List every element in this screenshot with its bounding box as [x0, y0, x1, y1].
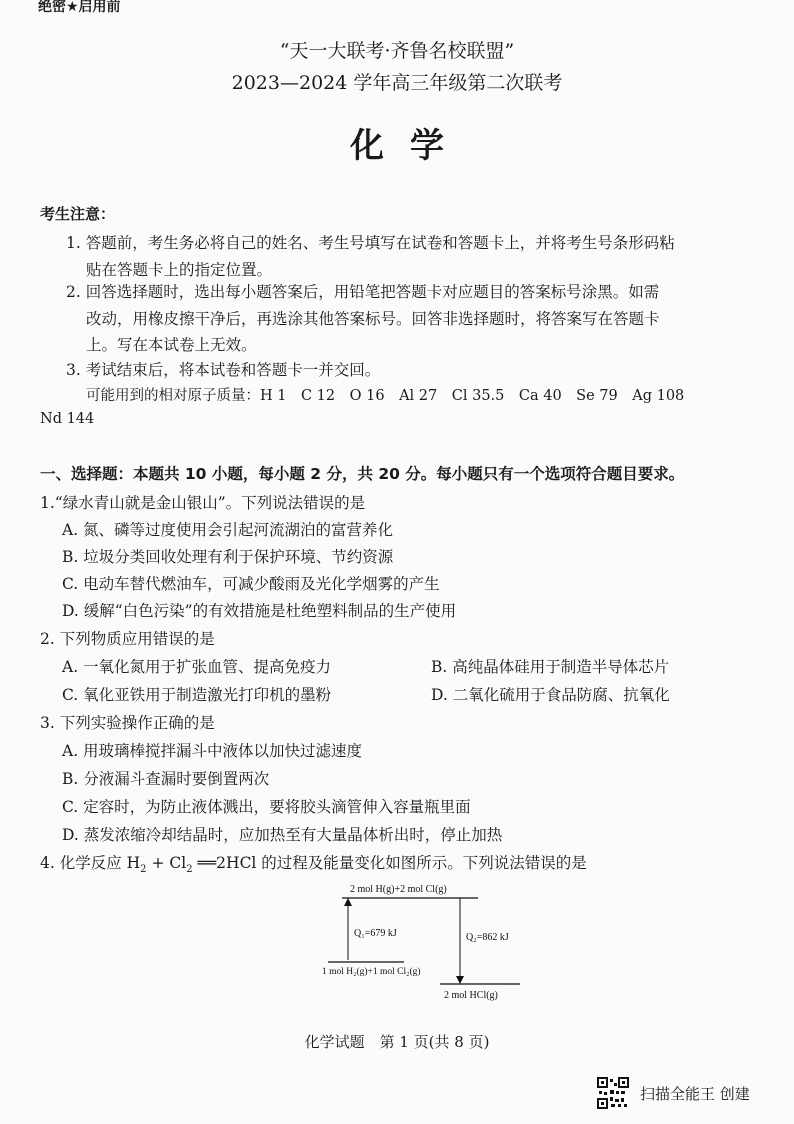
- notice-item-1b: 贴在答题卡上的指定位置。: [86, 261, 273, 279]
- q3-option-d: D. 蒸发浓缩冷却结晶时，应加热至有大量晶体析出时，停止加热: [62, 826, 503, 844]
- confidential-mark: 绝密★启用前: [38, 0, 121, 15]
- diagram-bottom-label: 2 mol HCl(g): [444, 990, 498, 1001]
- exam-title-line2: 2023—2024 学年高三年级第二次联考: [231, 72, 563, 94]
- q3-option-a: A. 用玻璃棒搅拌漏斗中液体以加快过滤速度: [62, 742, 363, 760]
- q2-option-c: C. 氧化亚铁用于制造激光打印机的墨粉: [62, 686, 332, 704]
- energy-diagram: [320, 876, 560, 1006]
- diagram-mid-label: 1 mol H₂(g)+1 mol Cl₂(g): [322, 967, 421, 977]
- q1-option-d: D. 缓解“白色污染”的有效措施是杜绝塑料制品的生产使用: [62, 602, 457, 620]
- q4-stem: 4. 化学反应 $H_2 + Cl_2$ ══2HCl 的过程及能量变化如图所示。下列说法错误的是: [40, 854, 587, 876]
- section-heading: 一、选择题：本题共 10 小题，每小题 2 分，共 20 分。每小题只有一个选项符合题目要求。: [40, 465, 685, 483]
- notice-item-2b: 改动，用橡皮擦干净后，再选涂其他答案标号。回答非选择题时，将答案写在答题卡: [86, 310, 660, 328]
- exam-title-line1: “天一大联考·齐鲁名校联盟”: [279, 40, 515, 62]
- q2-option-d: D. 二氧化硫用于食品防腐、抗氧化: [431, 686, 670, 704]
- q2-stem: 2. 下列物质应用错误的是: [40, 630, 215, 648]
- notice-item-2c: 上。写在本试卷上无效。: [86, 336, 257, 354]
- q3-stem: 3. 下列实验操作正确的是: [40, 714, 215, 732]
- q1-option-b: B. 垃圾分类回收处理有利于保护环境、节约资源: [62, 548, 394, 566]
- scanner-watermark: 扫描全能王 创建: [640, 1085, 750, 1103]
- q1-stem: 1.“绿水青山就是金山银山”。下列说法错误的是: [40, 494, 366, 512]
- notice-item-3: 3. 考试结束后，将本试卷和答题卡一并交回。: [66, 361, 381, 379]
- diagram-q2-label: Q₂=862 kJ: [466, 932, 509, 943]
- q1-option-c: C. 电动车替代燃油车，可减少酸雨及光化学烟雾的产生: [62, 575, 440, 593]
- q2-option-a: A. 一氧化氮用于扩张血管、提高免疫力: [62, 658, 332, 676]
- notice-item-2a: 2. 回答选择题时，选出每小题答案后，用铅笔把答题卡对应题目的答案标号涂黑。如需: [66, 283, 660, 301]
- subject-title: 化学: [350, 126, 470, 166]
- diagram-top-label: 2 mol H(g)+2 mol Cl(g): [350, 884, 447, 895]
- q3-option-c: C. 定容时，为防止液体溅出，要将胶头滴管伸入容量瓶里面: [62, 798, 471, 816]
- notice-title: 考生注意：: [40, 205, 116, 223]
- q1-option-a: A. 氮、磷等过度使用会引起河流湖泊的富营养化: [62, 521, 394, 539]
- notice-item-1a: 1. 答题前，考生务必将自己的姓名、考生号填写在试卷和答题卡上，并将考生号条形码粘: [66, 234, 675, 252]
- diagram-q1-label: Q₁=679 kJ: [354, 928, 397, 939]
- qr-code-icon: [597, 1077, 629, 1109]
- page-footer: 化学试题 第 1 页(共 8 页): [304, 1033, 490, 1051]
- atomic-masses-line2: Nd 144: [40, 411, 95, 427]
- atomic-masses-line1: 可能用到的相对原子质量：H 1 C 12 O 16 Al 27 Cl 35.5 Ca 40 Se 79 Ag 108: [86, 388, 685, 404]
- q3-option-b: B. 分液漏斗查漏时要倒置两次: [62, 770, 270, 788]
- q2-option-b: B. 高纯晶体硅用于制造半导体芯片: [431, 658, 670, 676]
